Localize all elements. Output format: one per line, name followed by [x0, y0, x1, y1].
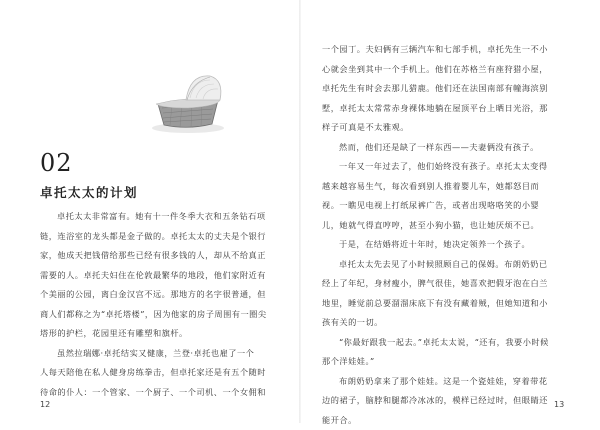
text-line: 待命的仆人：一个管家、一个厨子、一个司机、一个女佣和 [40, 383, 275, 403]
text-line: “你最好跟我一起去。”卓托太太说，“还有，我要小时候 [322, 333, 562, 353]
text-line: 人每天陪他在私人健身房练拳击，但卓托家还是有五个随时 [40, 363, 275, 383]
chapter-number: 02 [40, 150, 73, 176]
text-line: 边的裙子，脑脖和腿都冷冰冰的，模样已经过时，但眼睛还 [322, 391, 562, 411]
text-line: 能开合。 [322, 411, 562, 430]
text-line: 视。一瞧见电视上打纸尿裤广告，或者出现咯咯笑的小婴 [322, 196, 562, 216]
text-line: 经上了年纪，身材瘦小，脾气很佳，她喜欢把假牙泡在白兰 [322, 274, 562, 294]
text-line: 儿，她就气得直哼哼，甚至小狗小猫，也让她厌烦不已。 [322, 216, 562, 236]
page-number: 13 [554, 400, 564, 409]
text-line: 卓托太太先去见了小时候照顾自己的保姆。布朗奶奶已 [322, 255, 562, 275]
chapter-title: 卓托太太的计划 [40, 183, 138, 201]
text-line: 样子可真是不太雅观。 [322, 118, 562, 138]
left-page [0, 0, 300, 423]
text-line: 需要的人。卓托夫妇住在伦敦最繁华的地段，他们家附近有 [40, 266, 275, 286]
text-line: 心就会坐到其中一个手机上。他们在苏格兰有座狩猎小屋， [322, 60, 562, 80]
text-line: 虽然拉瑞娜·卓托结实又健康，兰登·卓托也雇了一个 [40, 344, 275, 364]
text-line: 地里，睡觉前总要溜溜床底下有没有藏着贼，但她知道和小 [322, 294, 562, 314]
text-line: 布朗奶奶拿来了那个娃娃。这是一个瓷娃娃，穿着带花 [322, 372, 562, 392]
text-line: 一年又一年过去了，他们始终没有孩子。卓托太太变得 [322, 157, 562, 177]
text-line: 墅，卓托太太常常赤身裸体地躺在屋顶平台上晒日光浴，那 [322, 99, 562, 119]
text-line: 卓托先生有时会去那儿猎鹿。他们还在法国南部有幢海滨别 [322, 79, 562, 99]
text-line: 卓托太太非常富有。她有十一件冬季大衣和五条钻石项 [40, 207, 275, 227]
page-number: 12 [40, 400, 50, 409]
text-line: 塔形的护栏，花园里还有雕塑和旗杆。 [40, 324, 275, 344]
right-page [300, 0, 600, 423]
text-line: 孩有关的一切。 [322, 313, 562, 333]
text-line: 个美丽的公园，离白金汉宫不远。那地方的名字很普通，但 [40, 285, 275, 305]
left-page-body [40, 207, 275, 402]
text-line: 于是，在结婚将近十年时，她决定领养一个孩子。 [322, 235, 562, 255]
text-line: 然而，他们还是缺了一样东西——夫妻俩没有孩子。 [322, 138, 562, 158]
bassinet-illustration [148, 70, 228, 134]
text-line: 家，他成天把钱借给那些已经有很多钱的人，却从不给真正 [40, 246, 275, 266]
text-line: 越来越容易生气，每次看到别人推着婴儿车，她都怒目而 [322, 177, 562, 197]
text-line: 那个洋娃娃。” [322, 352, 562, 372]
text-line: 一个园丁。夫妇俩有三辆汽车和七部手机，卓托先生一不小 [322, 40, 562, 60]
right-page-body [322, 40, 562, 430]
text-line: 链，连浴室的龙头都是金子做的。卓托太太的丈夫是个银行 [40, 227, 275, 247]
text-line: 商人们都称之为“卓托塔楼”，因为他家的房子周围有一圈尖 [40, 305, 275, 325]
